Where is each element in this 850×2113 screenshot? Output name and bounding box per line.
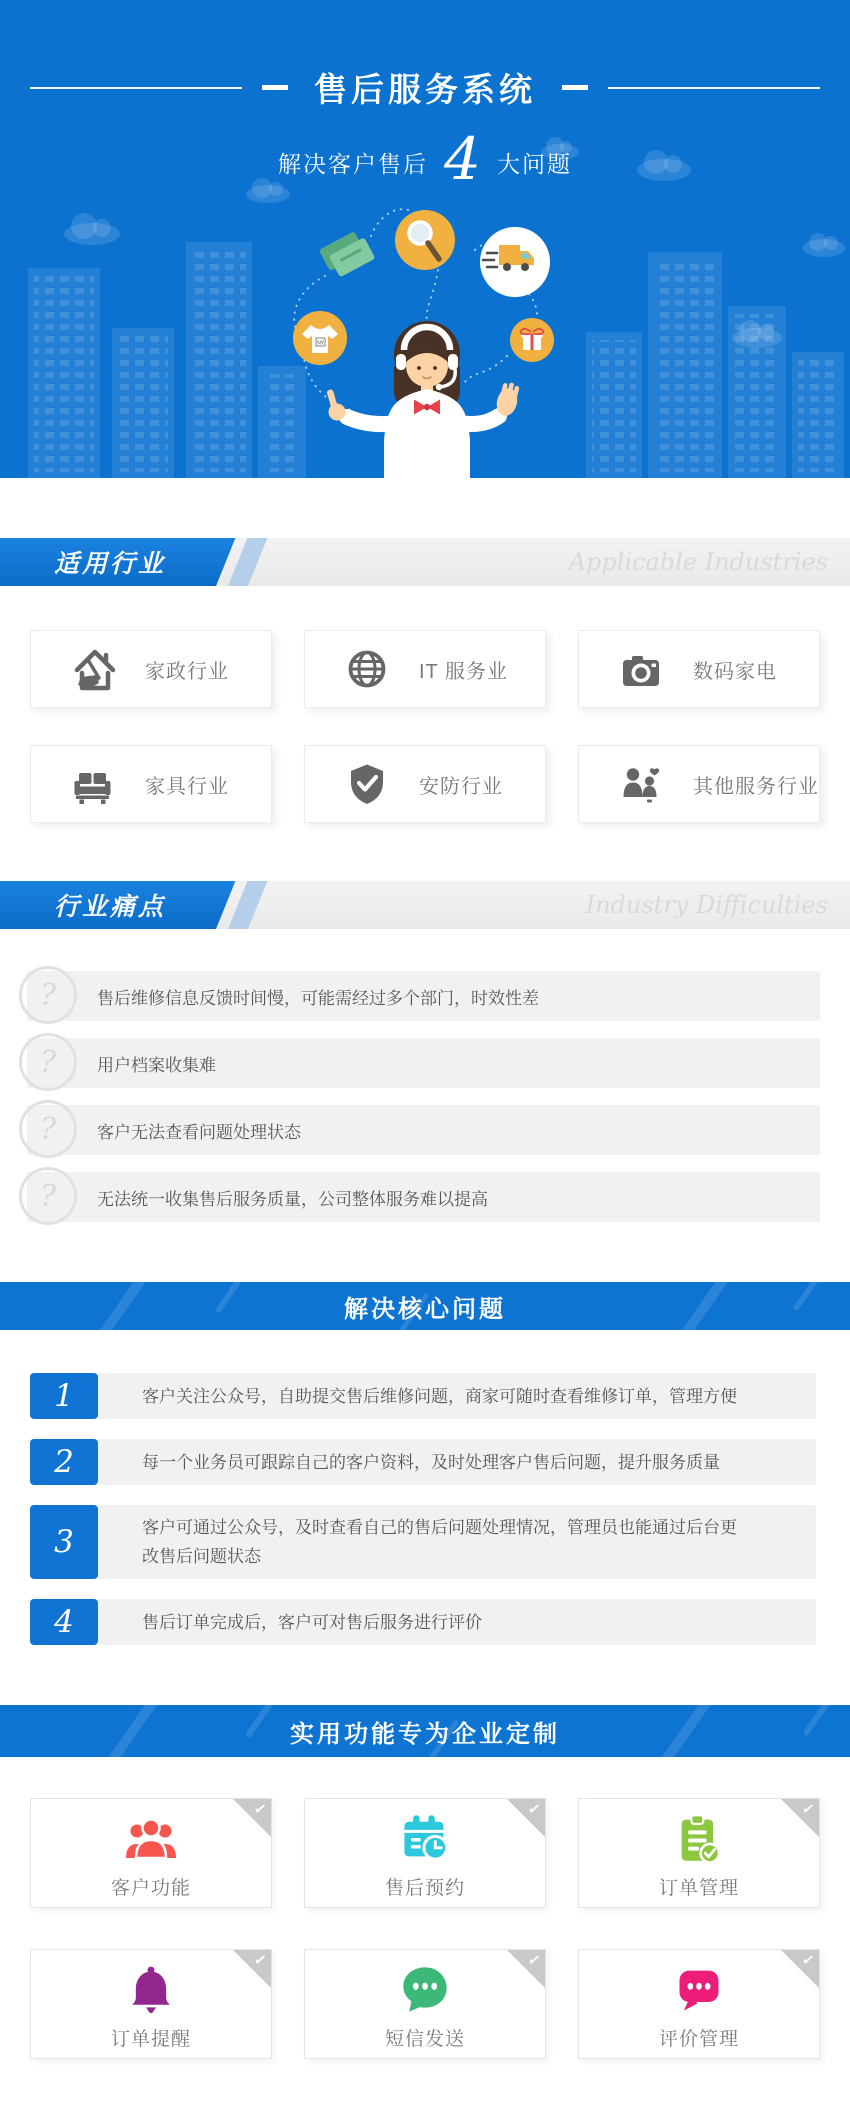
shield-check-icon xyxy=(345,762,389,806)
sms-bubble-icon xyxy=(399,1963,451,2015)
house-broom-icon xyxy=(71,647,115,691)
industry-card-label: 其他服务行业 xyxy=(693,775,819,798)
solution-text: 每一个业务员可跟踪自己的客户资料，及时处理客户售后问题，提升服务质量 xyxy=(98,1439,816,1485)
question-mark-icon: ? xyxy=(19,1167,77,1225)
pain-point-text: 无法统一收集售后服务质量，公司整体服务难以提高 xyxy=(97,1189,488,1209)
feature-card-label: 短信发送 xyxy=(384,2029,465,2050)
industry-card-label: IT 服务业 xyxy=(419,660,508,683)
industries-section-header xyxy=(0,538,850,586)
feature-card-label: 评价管理 xyxy=(658,2029,739,2050)
money-cards-icon xyxy=(319,228,376,280)
pain-point-text: 用户档案收集难 xyxy=(97,1055,216,1075)
industry-card-security[interactable] xyxy=(304,745,546,823)
industries-heading-cn: 适用行业 xyxy=(54,550,167,578)
svg-text:NY: NY xyxy=(317,340,325,347)
solution-text: 客户可通过公众号，及时查看自己的售后问题处理情况，管理员也能通过后台更改售后问题状态 xyxy=(98,1505,816,1579)
feature-card-label: 订单提醒 xyxy=(110,2029,191,2050)
feature-card-appointment[interactable] xyxy=(304,1798,546,1908)
corner-check-icon: ✓ xyxy=(526,1951,543,1970)
pain-point-item xyxy=(27,971,820,1021)
industry-card-grid xyxy=(30,630,820,823)
pain-heading-cn: 行业痛点 xyxy=(54,893,167,921)
magnifier-bubble-icon xyxy=(395,210,455,270)
solution-item xyxy=(30,1505,816,1579)
title-line-left xyxy=(30,87,242,89)
corner-check-icon: ✓ xyxy=(800,1951,817,1970)
solution-number-badge: 2 xyxy=(30,1439,98,1485)
title-line-right xyxy=(608,87,820,89)
solution-item xyxy=(30,1599,816,1645)
pain-point-item xyxy=(27,1105,820,1155)
industry-card-digital-appliance[interactable] xyxy=(578,630,820,708)
calendar-clock-icon xyxy=(399,1812,451,1864)
people-heart-icon xyxy=(619,762,663,806)
feature-card-grid xyxy=(30,1798,820,2059)
page-title: 售后服务系统 xyxy=(314,71,536,108)
pain-point-item xyxy=(27,1038,820,1088)
subtitle-suffix: 大问题 xyxy=(496,150,572,177)
industries-heading-en: Applicable Industries xyxy=(568,548,828,576)
title-dash-left xyxy=(262,85,288,90)
feature-card-sms[interactable] xyxy=(304,1949,546,2059)
camera-icon xyxy=(619,647,663,691)
clipboard-check-icon xyxy=(673,1812,725,1864)
solution-text: 售后订单完成后，客户可对售后服务进行评价 xyxy=(98,1599,816,1645)
industry-card-it-service[interactable] xyxy=(304,630,546,708)
corner-check-icon: ✓ xyxy=(252,1800,269,1819)
feature-card-orders[interactable] xyxy=(578,1798,820,1908)
feature-card-label: 客户功能 xyxy=(110,1878,191,1899)
features-heading: 实用功能专为企业定制 xyxy=(290,1720,560,1748)
solutions-heading: 解决核心问题 xyxy=(344,1295,506,1323)
subtitle-number: 4 xyxy=(444,125,481,193)
corner-check-icon: ✓ xyxy=(252,1951,269,1970)
tshirt-bubble-icon xyxy=(293,311,347,365)
header-flag-stripe xyxy=(228,538,267,586)
sofa-icon xyxy=(71,762,115,806)
solution-number-badge: 4 xyxy=(30,1599,98,1645)
header-flag-stripe xyxy=(228,881,267,929)
solution-list xyxy=(30,1373,816,1645)
subtitle-prefix: 解决客户售后 xyxy=(278,150,429,177)
feature-card-label: 售后预约 xyxy=(384,1878,465,1899)
feature-card-label: 订单管理 xyxy=(658,1878,739,1899)
solution-text: 客户关注公众号，自助提交售后维修问题，商家可随时查看维修订单，管理方便 xyxy=(98,1373,816,1419)
industry-card-other-services[interactable] xyxy=(578,745,820,823)
globe-icon xyxy=(345,647,389,691)
title-dash-right xyxy=(562,85,588,90)
gift-bubble-icon xyxy=(510,318,554,362)
solution-item xyxy=(30,1439,816,1485)
pain-section-header xyxy=(0,881,850,929)
review-bubble-icon xyxy=(673,1963,725,2015)
pain-point-text: 客户无法查看问题处理状态 xyxy=(97,1122,301,1142)
users-icon xyxy=(123,1812,179,1864)
support-agent-figure xyxy=(326,321,521,478)
question-mark-icon: ? xyxy=(19,966,77,1024)
industry-card-housekeeping[interactable] xyxy=(30,630,272,708)
pain-heading-en: Industry Difficulties xyxy=(585,891,828,919)
pain-point-list xyxy=(0,971,850,1222)
features-band xyxy=(0,1705,850,1757)
solution-number-badge: 1 xyxy=(30,1373,98,1419)
corner-check-icon: ✓ xyxy=(800,1800,817,1819)
customer-service-illustration xyxy=(175,158,675,478)
banner-title-row xyxy=(0,0,850,111)
delivery-truck-bubble-icon xyxy=(480,227,550,297)
industry-card-label: 数码家电 xyxy=(693,660,777,683)
feature-card-reminder[interactable] xyxy=(30,1949,272,2059)
question-mark-icon: ? xyxy=(19,1033,77,1091)
question-mark-icon: ? xyxy=(19,1100,77,1158)
solution-item xyxy=(30,1373,816,1419)
feature-card-customer[interactable] xyxy=(30,1798,272,1908)
solutions-band xyxy=(0,1282,850,1330)
pain-point-item xyxy=(27,1172,820,1222)
hero-banner xyxy=(0,0,850,478)
industry-card-furniture[interactable] xyxy=(30,745,272,823)
pain-point-text: 售后维修信息反馈时间慢，可能需经过多个部门，时效性差 xyxy=(97,988,539,1008)
industry-card-label: 安防行业 xyxy=(419,775,503,798)
bell-icon xyxy=(125,1963,177,2015)
feature-card-reviews[interactable] xyxy=(578,1949,820,2059)
solution-number-badge: 3 xyxy=(30,1505,98,1579)
bottom-whitespace xyxy=(0,2059,850,2113)
corner-check-icon: ✓ xyxy=(526,1800,543,1819)
industry-card-label: 家政行业 xyxy=(145,660,229,683)
industry-card-label: 家具行业 xyxy=(145,775,229,798)
